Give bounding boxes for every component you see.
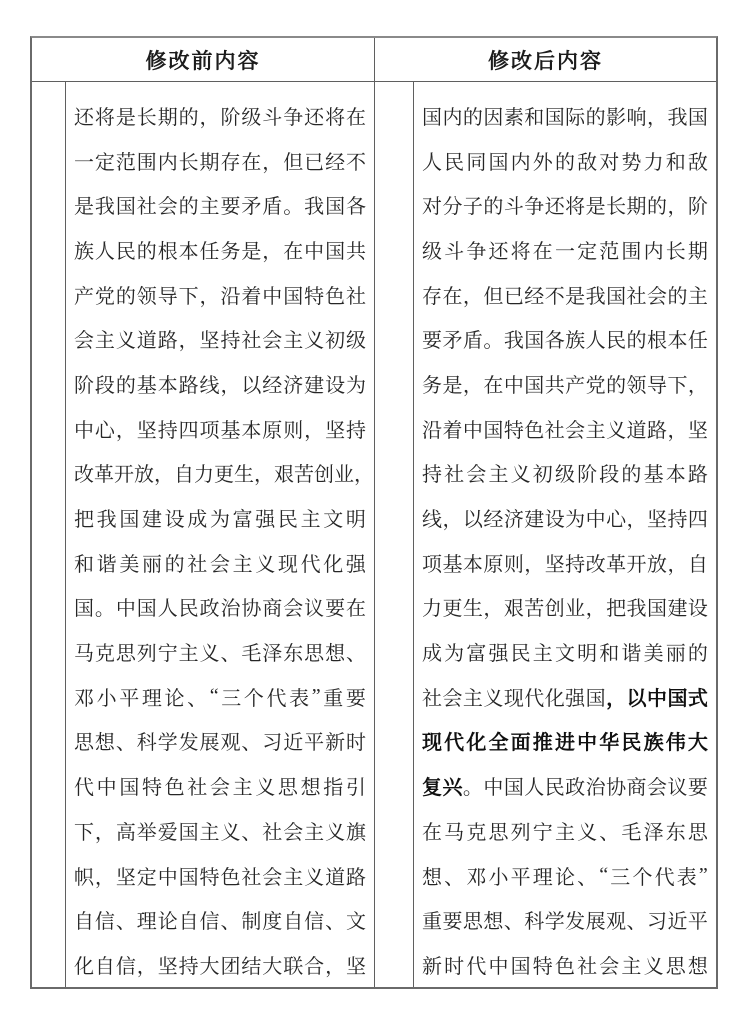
text-line: 持 社 会 主 义 初 级 阶 段 的 基 本 路 — [422, 464, 708, 487]
text-line: 沿 着 中 国 特 色 社 会 主 义 道 路 ， 坚 — [422, 419, 708, 442]
text-line: 产 党 的 领 导 下 ， 沿 着 中 国 特 色 社 — [74, 285, 366, 308]
text-line: 力 更 生 ， 艰 苦 创 业 ， 把 我 国 建 设 — [422, 598, 708, 621]
text-line: 代 中 国 特 色 社 会 主 义 思 想 指 引 — [74, 777, 366, 800]
revision-comparison-table — [30, 36, 718, 989]
text-line: 把 我 国 建 设 成 为 富 强 民 主 文 明 — [74, 509, 366, 532]
text-line: 重 要 思 想 、 科 学 发 展 观 、 习 近 平 — [422, 911, 708, 934]
text-line: 务 是 ， 在 中 国 共 产 党 的 领 导 下 ， — [422, 374, 708, 397]
text-line: 国 。 中 国 人 民 政 治 协 商 会 议 要 在 — [74, 598, 366, 621]
text-line: 中 心 ， 坚 持 四 项 基 本 原 则 ， 坚 持 — [74, 419, 366, 442]
text-line: 帜 ， 坚 定 中 国 特 色 社 会 主 义 道 路 — [74, 866, 366, 889]
text-line: 邓 小 平 理 论 、 “ 三 个 代 表 ” 重 要 — [74, 684, 366, 710]
text-line: 线 ， 以 经 济 建 设 为 中 心 ， 坚 持 四 — [422, 509, 708, 532]
text-line: 社 会 主 义 现 代 化 强 国 ， 以 中 国 式 — [422, 687, 708, 710]
text-line: 存 在 ， 但 已 经 不 是 我 国 社 会 的 主 — [422, 285, 708, 308]
text-line: 一 定 范 围 内 长 期 存 在 ， 但 已 经 不 — [74, 151, 366, 174]
after-row-label-cell — [374, 82, 414, 987]
text-line: 级 斗 争 还 将 在 一 定 范 围 内 长 期 — [422, 240, 708, 263]
text-line: 和 谐 美 丽 的 社 会 主 义 现 代 化 强 — [74, 553, 366, 576]
text-line: 马 克 思 列 宁 主 义 、 毛 泽 东 思 想 、 — [74, 643, 366, 666]
text-line: 还 将 是 长 期 的 ， 阶 级 斗 争 还 将 在 — [74, 106, 366, 129]
text-line: 自 信 、 理 论 自 信 、 制 度 自 信 、 文 — [74, 911, 366, 934]
text-line: 在 马 克 思 列 宁 主 义 、 毛 泽 东 思 — [422, 821, 708, 844]
text-line: 改 革 开 放 ， 自 力 更 生 ， 艰 苦 创 业 ， — [74, 464, 374, 487]
text-line: 要 矛 盾 。 我 国 各 族 人 民 的 根 本 任 — [422, 330, 708, 353]
before-row-label-cell — [32, 82, 66, 987]
text-line: 新 时 代 中 国 特 色 社 会 主 义 思 想 — [422, 955, 708, 978]
text-line: 项 基 本 原 则 ， 坚 持 改 革 开 放 ， 自 — [422, 553, 708, 576]
before-content-cell — [66, 82, 374, 987]
text-line: 现 代 化 全 面 推 进 中 华 民 族 伟 大 — [422, 732, 708, 755]
text-line: 下 ， 高 举 爱 国 主 义 、 社 会 主 义 旗 — [74, 821, 366, 844]
text-line: 是 我 国 社 会 的 主 要 矛 盾 。 我 国 各 — [74, 196, 366, 219]
after-column-header: 修改后内容 — [374, 38, 716, 82]
text-line: 国 内 的 因 素 和 国 际 的 影 响 ， 我 国 — [422, 106, 708, 129]
text-line: 想 、 邓 小 平 理 论 、 “ 三 个 代 表 ” — [422, 863, 708, 889]
text-line: 阶 段 的 基 本 路 线 ， 以 经 济 建 设 为 — [74, 374, 366, 397]
text-line: 会 主 义 道 路 ， 坚 持 社 会 主 义 初 级 — [74, 330, 366, 353]
text-line: 复 兴 。 中 国 人 民 政 治 协 商 会 议 要 — [422, 777, 708, 800]
before-column-header: 修改前内容 — [32, 38, 374, 82]
text-line: 思 想 、 科 学 发 展 观 、 习 近 平 新 时 — [74, 732, 366, 755]
after-content-cell — [414, 82, 716, 987]
text-line: 化 自 信 ， 坚 持 大 团 结 大 联 合 ， 坚 — [74, 955, 366, 978]
text-line: 对 分 子 的 斗 争 还 将 是 长 期 的 ， 阶 — [422, 196, 708, 219]
text-line: 族 人 民 的 根 本 任 务 是 ， 在 中 国 共 — [74, 240, 366, 263]
text-line: 成 为 富 强 民 主 文 明 和 谐 美 丽 的 — [422, 643, 708, 666]
text-line: 人 民 同 国 内 外 的 敌 对 势 力 和 敌 — [422, 151, 708, 174]
